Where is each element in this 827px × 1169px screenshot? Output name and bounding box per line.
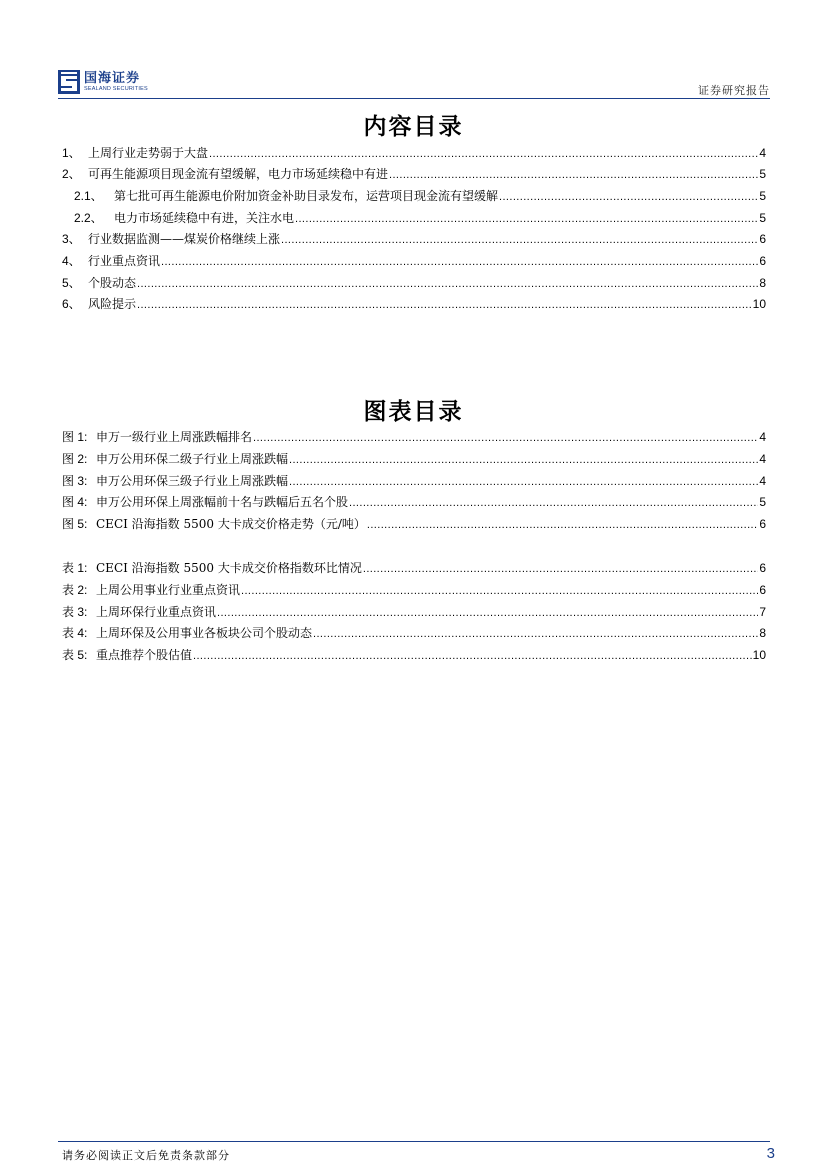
figure-list-item[interactable]	[62, 452, 766, 466]
page-number: 3	[766, 1145, 775, 1162]
figure-title: CECI 沿海指数 5500 大卡成交价格走势（元/吨）	[96, 517, 366, 531]
toc-leader-dots	[295, 212, 758, 226]
toc-leader-dots	[161, 255, 758, 269]
figure-list-item[interactable]	[62, 495, 766, 509]
table-list-item[interactable]	[62, 561, 766, 575]
toc-item-title: 可再生能源项目现金流有望缓解，电力市场延续稳中有进	[88, 167, 389, 181]
toc-item-page: 5	[759, 189, 766, 203]
toc-item-title: 风险提示	[88, 297, 137, 311]
toc-item-number: 1、	[62, 146, 81, 160]
figure-list-item[interactable]	[62, 517, 766, 531]
figure-title: 申万公用环保二级子行业上周涨跌幅	[96, 452, 289, 466]
table-page: 10	[752, 648, 766, 662]
toc-item[interactable]	[62, 276, 766, 290]
toc-item-page: 8	[759, 276, 766, 290]
table-label: 表 2:	[62, 583, 88, 597]
page-header	[58, 68, 770, 99]
toc-item[interactable]	[62, 146, 766, 160]
toc-item-title: 行业重点资讯	[88, 254, 161, 268]
toc-leader-dots	[289, 453, 758, 467]
table-label: 表 4:	[62, 626, 88, 640]
toc-leader-dots	[217, 606, 758, 620]
toc-leader-dots	[289, 475, 758, 489]
toc-item-number: 2.1、	[74, 189, 103, 203]
toc-leader-dots	[363, 562, 758, 576]
figure-label: 图 1:	[62, 430, 88, 444]
figure-title: 申万公用环保上周涨幅前十名与跌幅后五名个股	[96, 495, 349, 509]
toc-leader-dots	[209, 147, 758, 161]
figure-list-item[interactable]	[62, 430, 766, 444]
logo-chinese-name: 国海证券	[84, 70, 141, 86]
toc-item[interactable]	[62, 254, 766, 268]
table-page: 6	[759, 583, 766, 597]
toc-subitem[interactable]	[74, 211, 766, 225]
toc-item-title: 电力市场延续稳中有进，关注水电	[114, 211, 295, 225]
table-title: CECI 沿海指数 5500 大卡成交价格指数环比情况	[96, 561, 362, 575]
table-title: 上周环保行业重点资讯	[96, 605, 217, 619]
toc-item-title: 第七批可再生能源电价附加资金补助目录发布，运营项目现金流有望缓解	[114, 189, 499, 203]
table-list-item[interactable]	[62, 605, 766, 619]
toc-item[interactable]	[62, 232, 766, 246]
toc-item-number: 2、	[62, 167, 81, 181]
toc-item-page: 10	[752, 297, 766, 311]
toc-leader-dots	[241, 584, 758, 598]
figure-page: 5	[759, 495, 766, 509]
table-page: 8	[759, 626, 766, 640]
company-logo	[58, 70, 148, 94]
figure-label: 图 2:	[62, 452, 88, 466]
table-label: 表 5:	[62, 648, 88, 662]
toc-item[interactable]	[62, 297, 766, 311]
toc-item-page: 4	[759, 146, 766, 160]
toc-item-number: 4、	[62, 254, 81, 268]
toc-leader-dots	[367, 518, 758, 532]
toc-leader-dots	[137, 298, 752, 312]
toc-leader-dots	[193, 649, 752, 663]
toc-leader-dots	[499, 190, 758, 204]
logo-english-name: SEALAND SECURITIES	[84, 85, 148, 92]
toc-item-number: 2.2、	[74, 211, 103, 225]
toc-item-number: 3、	[62, 232, 81, 246]
toc-item-title: 上周行业走势弱于大盘	[88, 146, 209, 160]
table-list-item[interactable]	[62, 626, 766, 640]
toc-leader-dots	[281, 233, 758, 247]
toc-leader-dots	[389, 168, 758, 182]
table-page: 7	[759, 605, 766, 619]
toc-item-page: 5	[759, 167, 766, 181]
table-title: 上周环保及公用事业各板块公司个股动态	[96, 626, 313, 640]
report-type-label: 证券研究报告	[698, 84, 770, 97]
figure-label: 图 5:	[62, 517, 88, 531]
toc-item-title: 个股动态	[88, 276, 137, 290]
table-list-item[interactable]	[62, 583, 766, 597]
table-list-item[interactable]	[62, 648, 766, 662]
figure-page: 6	[759, 517, 766, 531]
table-label: 表 1:	[62, 561, 88, 575]
toc-leader-dots	[137, 277, 758, 291]
figure-page: 4	[759, 474, 766, 488]
table-label: 表 3:	[62, 605, 88, 619]
toc-leader-dots	[313, 627, 758, 641]
table-title: 上周公用事业行业重点资讯	[96, 583, 241, 597]
figure-label: 图 3:	[62, 474, 88, 488]
figure-page: 4	[759, 452, 766, 466]
figure-list-item[interactable]	[62, 474, 766, 488]
footer-divider	[58, 1141, 770, 1142]
toc-item-title: 行业数据监测——煤炭价格继续上涨	[88, 232, 281, 246]
toc-item-number: 5、	[62, 276, 81, 290]
toc-item-page: 5	[759, 211, 766, 225]
toc-leader-dots	[253, 431, 758, 445]
toc-item-page: 6	[759, 232, 766, 246]
table-page: 6	[759, 561, 766, 575]
toc-subitem[interactable]	[74, 189, 766, 203]
footer-disclaimer: 请务必阅读正文后免责条款部分	[62, 1149, 230, 1162]
figure-label: 图 4:	[62, 495, 88, 509]
figure-title: 申万一级行业上周涨跌幅排名	[96, 430, 253, 444]
toc-item-page: 6	[759, 254, 766, 268]
table-title: 重点推荐个股估值	[96, 648, 193, 662]
figure-page: 4	[759, 430, 766, 444]
figure-title: 申万公用环保三级子行业上周涨跌幅	[96, 474, 289, 488]
figures-title: 图表目录	[363, 399, 464, 425]
contents-title: 内容目录	[363, 114, 464, 140]
toc-item[interactable]	[62, 167, 766, 181]
toc-leader-dots	[349, 496, 758, 510]
sealand-logo-icon	[58, 70, 80, 94]
toc-item-number: 6、	[62, 297, 81, 311]
